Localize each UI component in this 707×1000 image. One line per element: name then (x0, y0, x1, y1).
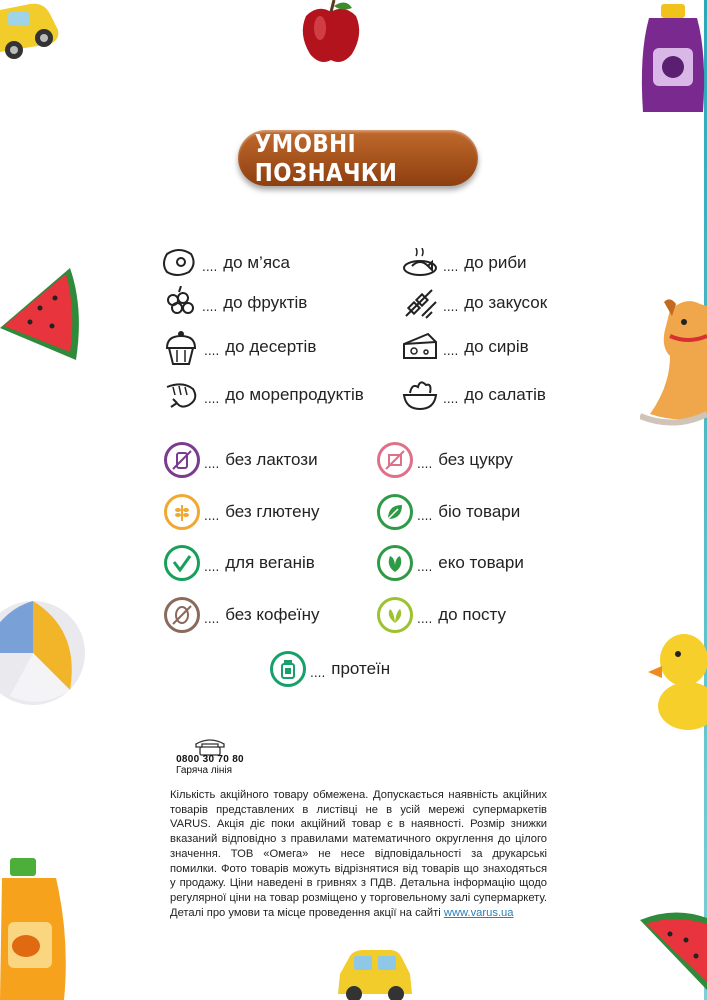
hotline-number: 0800 30 70 80 (176, 754, 244, 765)
eco-leaf-icon (377, 545, 413, 581)
badge-item-sugar-free: .... без цукру (377, 442, 513, 478)
legend-item-desserts: .... до десертів (162, 328, 316, 366)
cupcake-icon (162, 328, 200, 366)
badge-label: для веганів (225, 553, 315, 572)
legend-label: до десертів (225, 337, 317, 356)
website-link[interactable]: www.varus.ua (443, 906, 514, 919)
legend-item-fruits: .... до фруктів (160, 284, 307, 322)
protein-jar-icon (270, 651, 306, 687)
legend-label: до сирів (464, 337, 529, 356)
legend-label: до фруктів (223, 293, 308, 312)
rocking-horse-icon (640, 296, 707, 430)
page-title: УМОВНІ ПОЗНАЧКИ (254, 129, 398, 187)
badge-item-caffeine-free: .... без кофеїну (164, 597, 320, 633)
bio-leaf-icon (377, 494, 413, 530)
legend-item-salads: .... до салатів (401, 376, 546, 414)
badge-item-eco: .... еко товари (377, 545, 524, 581)
toy-car-bottom-icon (334, 950, 416, 1000)
shrimp-icon (162, 376, 200, 414)
no-caffeine-icon (164, 597, 200, 633)
legend-label: до м’яса (223, 253, 290, 272)
skewer-icon (401, 284, 439, 322)
lent-leaf-icon (377, 597, 413, 633)
beach-ball-icon (0, 600, 86, 706)
hotline-caption: Гаряча лінія (176, 765, 233, 776)
title-banner (238, 130, 478, 186)
disclaimer-text: Кількість акційного товару обмежена. Допускається наявність акційних товарів представлених в листівці не в усій мережі супермаркетів VARUS. Акція діє поки акційний товар є в наявності. Розмір знижки вказаний відповідно з правилами математичного округлення до цілого значення. ТОВ «Омега» не несе відповідальності за друкарські помилки. Фото товарів можуть відрізнятися від товарів що знаходяться у продажу. Ціни наведені в гривнях з ПДВ. Детальна інформацію щодо регулярної ціни на товар розміщено у торговельному залі супермаркету. Деталі про умови та місце проведення акції на сайті www.varus.ua (170, 789, 547, 919)
badge-label: без кофеїну (225, 605, 320, 624)
fruit-icon (160, 284, 198, 322)
cheese-icon (401, 328, 439, 366)
badge-item-vegan: .... для веганів (164, 545, 315, 581)
watermelon-slice-right-icon (640, 910, 707, 1000)
legend-label: до морепродуктів (225, 385, 364, 404)
watermelon-slice-left-icon (0, 268, 80, 364)
rubber-duck-icon (648, 630, 707, 730)
legend-label: до риби (464, 253, 527, 272)
legend-item-cheese: .... до сирів (401, 328, 529, 366)
legend-item-meat: .... до м’яса (160, 244, 290, 282)
fish-icon (401, 244, 439, 282)
apple-icon (298, 0, 364, 66)
badge-item-gluten-free: .... без глютену (164, 494, 319, 530)
no-lactose-icon (164, 442, 200, 478)
toy-car-top-left-icon (0, 0, 62, 68)
legend-label: до салатів (464, 385, 546, 404)
badge-item-lactose-free: .... без лактози (164, 442, 318, 478)
no-sugar-icon (377, 442, 413, 478)
legend-item-seafood: .... до морепродуктів (162, 376, 364, 414)
legend-label: до закусок (464, 293, 548, 312)
badge-item-lent: .... до посту (377, 597, 506, 633)
badge-label: протеїн (331, 659, 391, 678)
badge-item-protein: .... протеїн (270, 651, 390, 687)
puree-pouch-plum-icon (639, 4, 707, 116)
legend-item-snacks: .... до закусок (401, 284, 547, 322)
badge-label: еко товари (438, 553, 524, 572)
badge-label: без цукру (438, 450, 513, 469)
legend-item-fish: .... до риби (401, 244, 527, 282)
badge-label: без лактози (225, 450, 318, 469)
puree-pouch-pumpkin-icon (0, 858, 72, 1000)
gluten-free-icon (164, 494, 200, 530)
vegan-check-icon (164, 545, 200, 581)
badge-label: до посту (438, 605, 506, 624)
badge-item-bio: .... біо товари (377, 494, 520, 530)
salad-bowl-icon (401, 376, 439, 414)
hotline (170, 738, 250, 776)
meat-icon (160, 244, 198, 282)
badge-label: біо товари (438, 502, 521, 521)
badge-label: без глютену (225, 502, 320, 521)
